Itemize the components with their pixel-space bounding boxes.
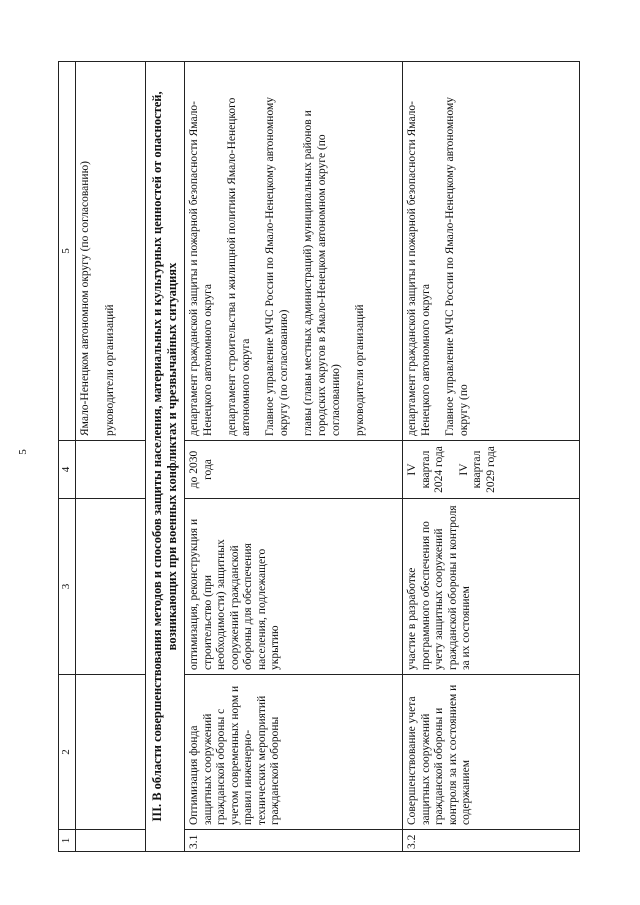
column-number: 3 [59, 499, 76, 675]
responsible-cell [185, 62, 403, 441]
deadline-entry: IV квартал 2024 года [406, 446, 446, 493]
continuation-cell-2 [76, 675, 146, 830]
action-cell: оптимизация, реконструкция и строительство (при необходимости) защитных сооружений гражданской обороны для обеспечения населения, подлежащего укрытию [185, 499, 403, 675]
column-number: 4 [59, 441, 76, 499]
responsible-entry: руководители организаций [103, 304, 116, 436]
deadline-entry: IV квартал 2029 года [457, 446, 497, 493]
measures-table [58, 61, 580, 852]
column-number-row [59, 62, 76, 852]
section-title: III. В области совершенствования методов и способов защиты населения, материальных и культурных ценностей от опасностей, возникающих при военных конфликтах и чрезвычайных ситуациях [146, 62, 185, 852]
continuation-cell-1 [76, 830, 146, 852]
rotated-table-area [58, 62, 580, 852]
responsible-entry: Ямало-Ненецком автономном округу (по согласованию) [79, 160, 91, 436]
row-number: 3.2 [403, 830, 580, 852]
responsible-entry: Главное управление МЧС России по Ямало-Ненецкому автономному округу (по согласованию) [264, 96, 290, 436]
responsible-entry: главы (главы местных администраций) муниципальных районов и городских округов в Ямало-Ненецком автономном округе (по согласованию) [302, 110, 342, 436]
deadline-entry: до 2030 года [188, 450, 214, 489]
responsible-cell [403, 62, 580, 441]
continuation-cell-3 [76, 499, 146, 675]
action-cell: участие в разработке программного обеспечения по учету защитных сооружений гражданской обороны и контроля за их состоянием [403, 499, 580, 675]
section-row [146, 62, 185, 852]
column-number: 5 [59, 62, 76, 441]
responsible-entry: руководители организаций [354, 304, 367, 436]
measure-cell: Совершенствование учета защитных сооружений гражданской обороны и контроля за их состоянием и содержанием [403, 675, 580, 830]
responsible-entry: департамент гражданской защиты и пожарной безопасности Ямало-Ненецкого автономного округа [188, 101, 214, 436]
continuation-responsible [76, 62, 146, 441]
column-number: 1 [59, 830, 76, 852]
column-number: 2 [59, 675, 76, 830]
deadline-cell [403, 441, 580, 499]
table-row [185, 62, 403, 852]
table-row [403, 62, 580, 852]
page-number: 5 [17, 449, 29, 455]
row-number: 3.1 [185, 830, 403, 852]
deadline-cell [185, 441, 403, 499]
measure-cell: Оптимизация фонда защитных сооружений гражданской обороны с учетом современных норм и правил инженерно-технических мероприятий гражданской обороны [185, 675, 403, 830]
continuation-cell-4 [76, 441, 146, 499]
continuation-row [76, 62, 146, 852]
responsible-entry: департамент гражданской защиты и пожарной безопасности Ямало-Ненецкого автономного округа [406, 101, 432, 436]
responsible-entry: Главное управление МЧС России по Ямало-Ненецкому автономному округу (по [444, 96, 470, 436]
responsible-entry: департамент строительства и жилищной политики Ямало-Ненецкого автономного округа [226, 97, 252, 436]
rotated-table-container [58, 62, 580, 852]
